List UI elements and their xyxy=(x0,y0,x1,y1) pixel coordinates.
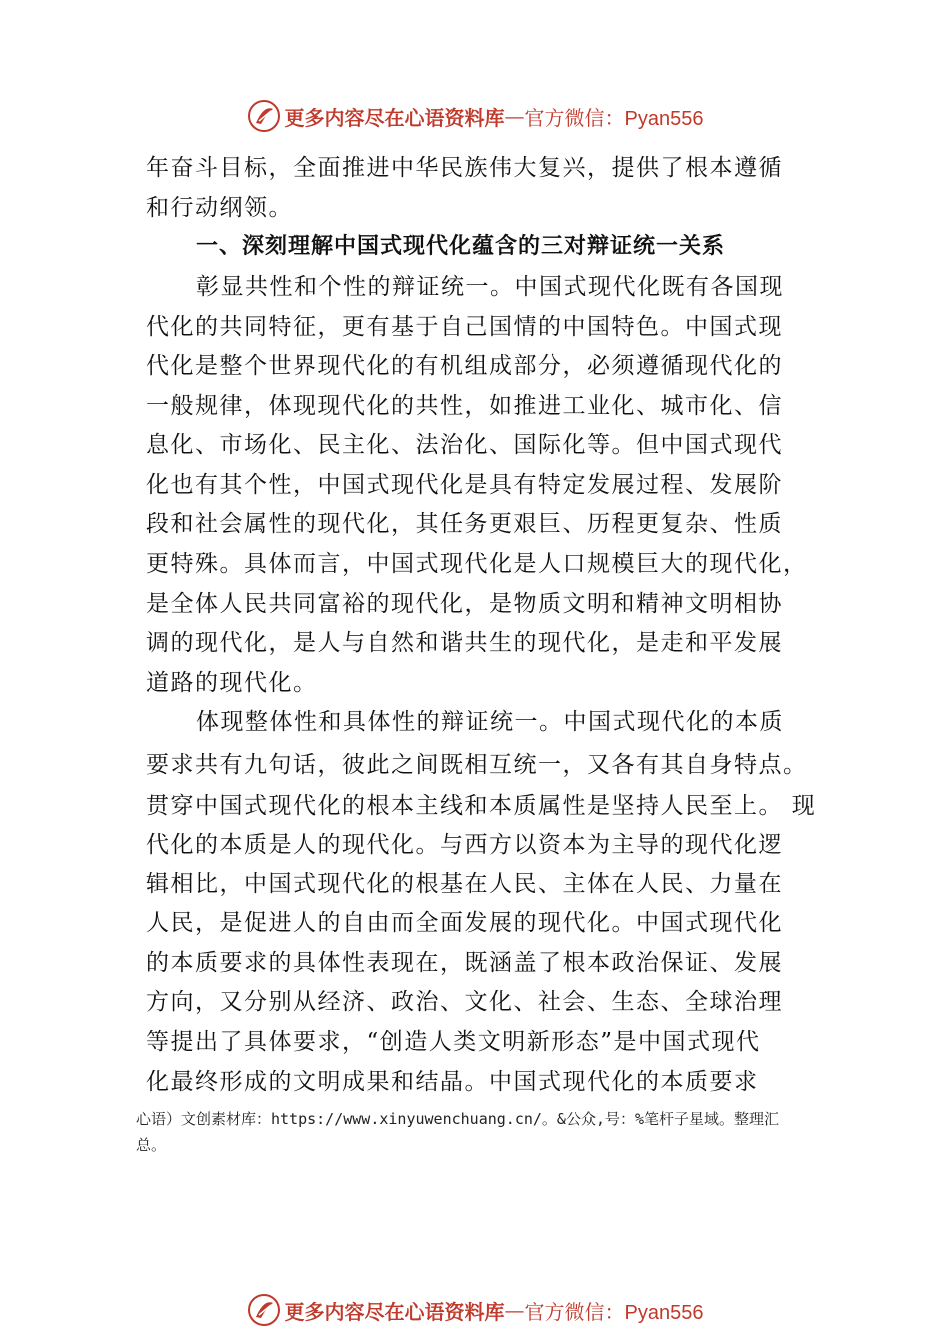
body-line: 人民，是促进人的自由而全面发展的现代化。中国式现代化 xyxy=(146,910,783,936)
body-line: 代化的共同特征，更有基于自己国情的中国特色。中国式现 xyxy=(146,314,783,340)
body-line: 贯穿中国式现代化的根本主线和本质属性是坚持人民至上。 现 xyxy=(146,793,817,819)
body-line: 段和社会属性的现代化，其任务更艰巨、历程更复杂、性质 xyxy=(146,511,783,537)
body-line: 等提出了具体要求，“创造人类文明新形态”是中国式现代 xyxy=(146,1029,761,1055)
banner-wechat-text: 官方微信：Pyan556 xyxy=(524,107,704,130)
body-line: 更特殊。具体而言，中国式现代化是人口规模巨大的现代化， xyxy=(146,551,808,577)
banner-wechat-text: 官方微信：Pyan556 xyxy=(524,1301,704,1324)
header-banner xyxy=(0,96,950,136)
body-line: 年奋斗目标，全面推进中华民族伟大复兴，提供了根本遵循 xyxy=(146,155,783,181)
paragraph-start: 体现整体性和具体性的辩证统一。中国式现代化的本质 xyxy=(196,709,784,735)
body-line: 代化的本质是人的现代化。与西方以资本为主导的现代化逻 xyxy=(146,832,783,858)
body-line: 道路的现代化。 xyxy=(146,670,318,696)
brand-logo-icon xyxy=(247,99,281,133)
body-line: 息化、市场化、民主化、法治化、国际化等。但中国式现代 xyxy=(146,432,783,458)
body-line: 的本质要求的具体性表现在，既涵盖了根本政治保证、发展 xyxy=(146,950,783,976)
body-line: 代化是整个世界现代化的有机组成部分，必须遵循现代化的 xyxy=(146,353,783,379)
paragraph-start: 彰显共性和个性的辩证统一。中国式现代化既有各国现 xyxy=(196,274,784,300)
banner-site-text: 更多内容尽在心语资料库 xyxy=(284,105,505,130)
body-line: 是全体人民共同富裕的现代化，是物质文明和精神文明相协 xyxy=(146,591,783,617)
banner-separator: — xyxy=(504,104,525,128)
body-line: 调的现代化，是人与自然和谐共生的现代化，是走和平发展 xyxy=(146,630,783,656)
banner-separator: — xyxy=(504,1298,525,1322)
banner-site-text: 更多内容尽在心语资料库 xyxy=(284,1299,505,1324)
body-line: 辑相比，中国式现代化的根基在人民、主体在人民、力量在 xyxy=(146,871,783,897)
body-line: 化也有其个性，中国式现代化是具有特定发展过程、发展阶 xyxy=(146,472,783,498)
body-line: 和行动纲领。 xyxy=(146,195,293,221)
footer-banner xyxy=(0,1290,950,1330)
brand-logo-icon xyxy=(247,1293,281,1327)
body-line: 要求共有九句话，彼此之间既相互统一，又各有其自身特点。 xyxy=(146,752,808,778)
body-line: 化最终形成的文明成果和结晶。中国式现代化的本质要求 xyxy=(146,1069,759,1095)
source-note: 心语）文创素材库：https://www.xinyuwenchuang.cn/。&公众,号：%笔杆子星域。整理汇 xyxy=(136,1110,780,1128)
section-heading: 一、深刻理解中国式现代化蕴含的三对辩证统一关系 xyxy=(196,234,726,259)
body-line: 一般规律，体现现代化的共性，如推进工业化、城市化、信 xyxy=(146,393,783,419)
body-line: 方向，又分别从经济、政治、文化、社会、生态、全球治理 xyxy=(146,989,783,1015)
source-note-end: 总。 xyxy=(136,1136,167,1154)
